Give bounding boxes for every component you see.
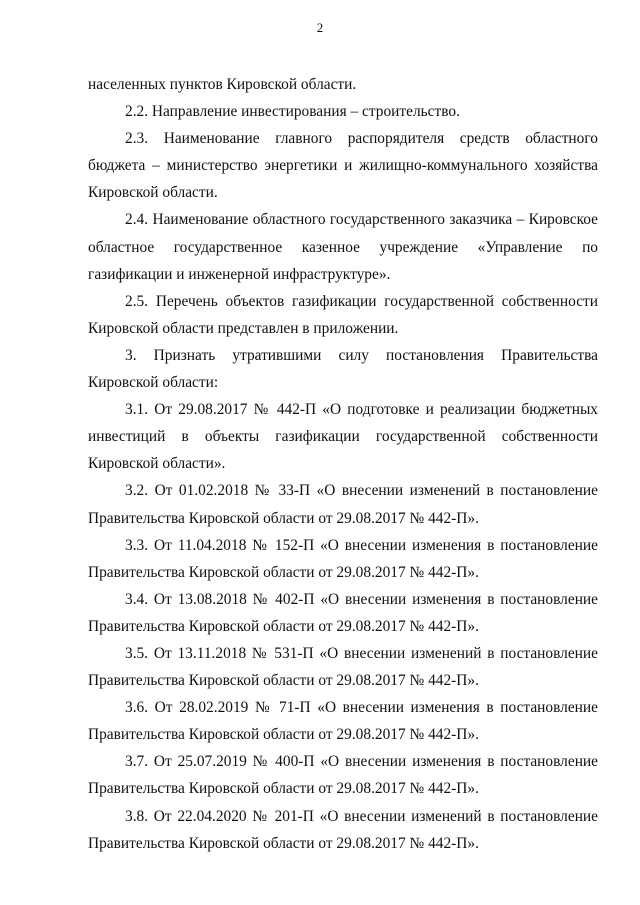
paragraph-3-4: 3.4. От 13.08.2018 № 402-П «О внесении изменения в постановление Правительства Кировской области от 29.08.2017 № 442-П». (88, 590, 598, 635)
paragraph-3-3: 3.3. От 11.04.2018 № 152-П «О внесении изменения в постановление Правительства Кировской области от 29.08.2017 № 442-П». (88, 536, 598, 581)
paragraph-3-8: 3.8. От 22.04.2020 № 201-П «О внесении изменений в постановление Правительства Кировской области от 29.08.2017 № 442-П». (88, 807, 598, 852)
paragraph-3-6: 3.6. От 28.02.2019 № 71-П «О внесении изменения в постановление Правительства Кировской области от 29.08.2017 № 442-П». (88, 699, 598, 744)
paragraph-cont: населенных пунктов Кировской области. (88, 76, 357, 93)
paragraph-3-1: 3.1. От 29.08.2017 № 442-П «О подготовке и реализации бюджетных инвестиций в объекты газификации государственной собственности Кировской области». (88, 401, 598, 473)
paragraph-2-5: 2.5. Перечень объектов газификации государственной собственности Кировской области представлен в приложении. (88, 292, 598, 337)
paragraph-3-5: 3.5. От 13.11.2018 № 531-П «О внесении изменений в постановление Правительства Кировской области от 29.08.2017 № 442-П». (88, 644, 598, 690)
paragraph-2-3: 2.3. Наименование главного распорядителя средств областного бюджета – министерство энергетики и жилищно-коммунального хозяйства Кировской области. (88, 130, 598, 202)
paragraph-3: 3. Признать утратившими силу постановления Правительства Кировской области: (88, 346, 598, 392)
paragraph-2-4: 2.4. Наименование областного государственного заказчика – Кировское областное государственное казенное учреждение «Управление по газификации и инженерной инфраструктуре». (88, 211, 598, 283)
document-body (88, 71, 598, 857)
paragraph-2-2: 2.2. Направление инвестирования – строительство. (125, 103, 460, 121)
paragraph-3-7: 3.7. От 25.07.2019 № 400-П «О внесении изменения в постановление Правительства Кировской области от 29.08.2017 № 442-П». (88, 753, 598, 798)
paragraph-3-2: 3.2. От 01.02.2018 № 33-П «О внесении изменений в постановление Правительства Кировской области от 29.08.2017 № 442-П». (88, 482, 598, 527)
page-number: 2 (316, 20, 324, 35)
